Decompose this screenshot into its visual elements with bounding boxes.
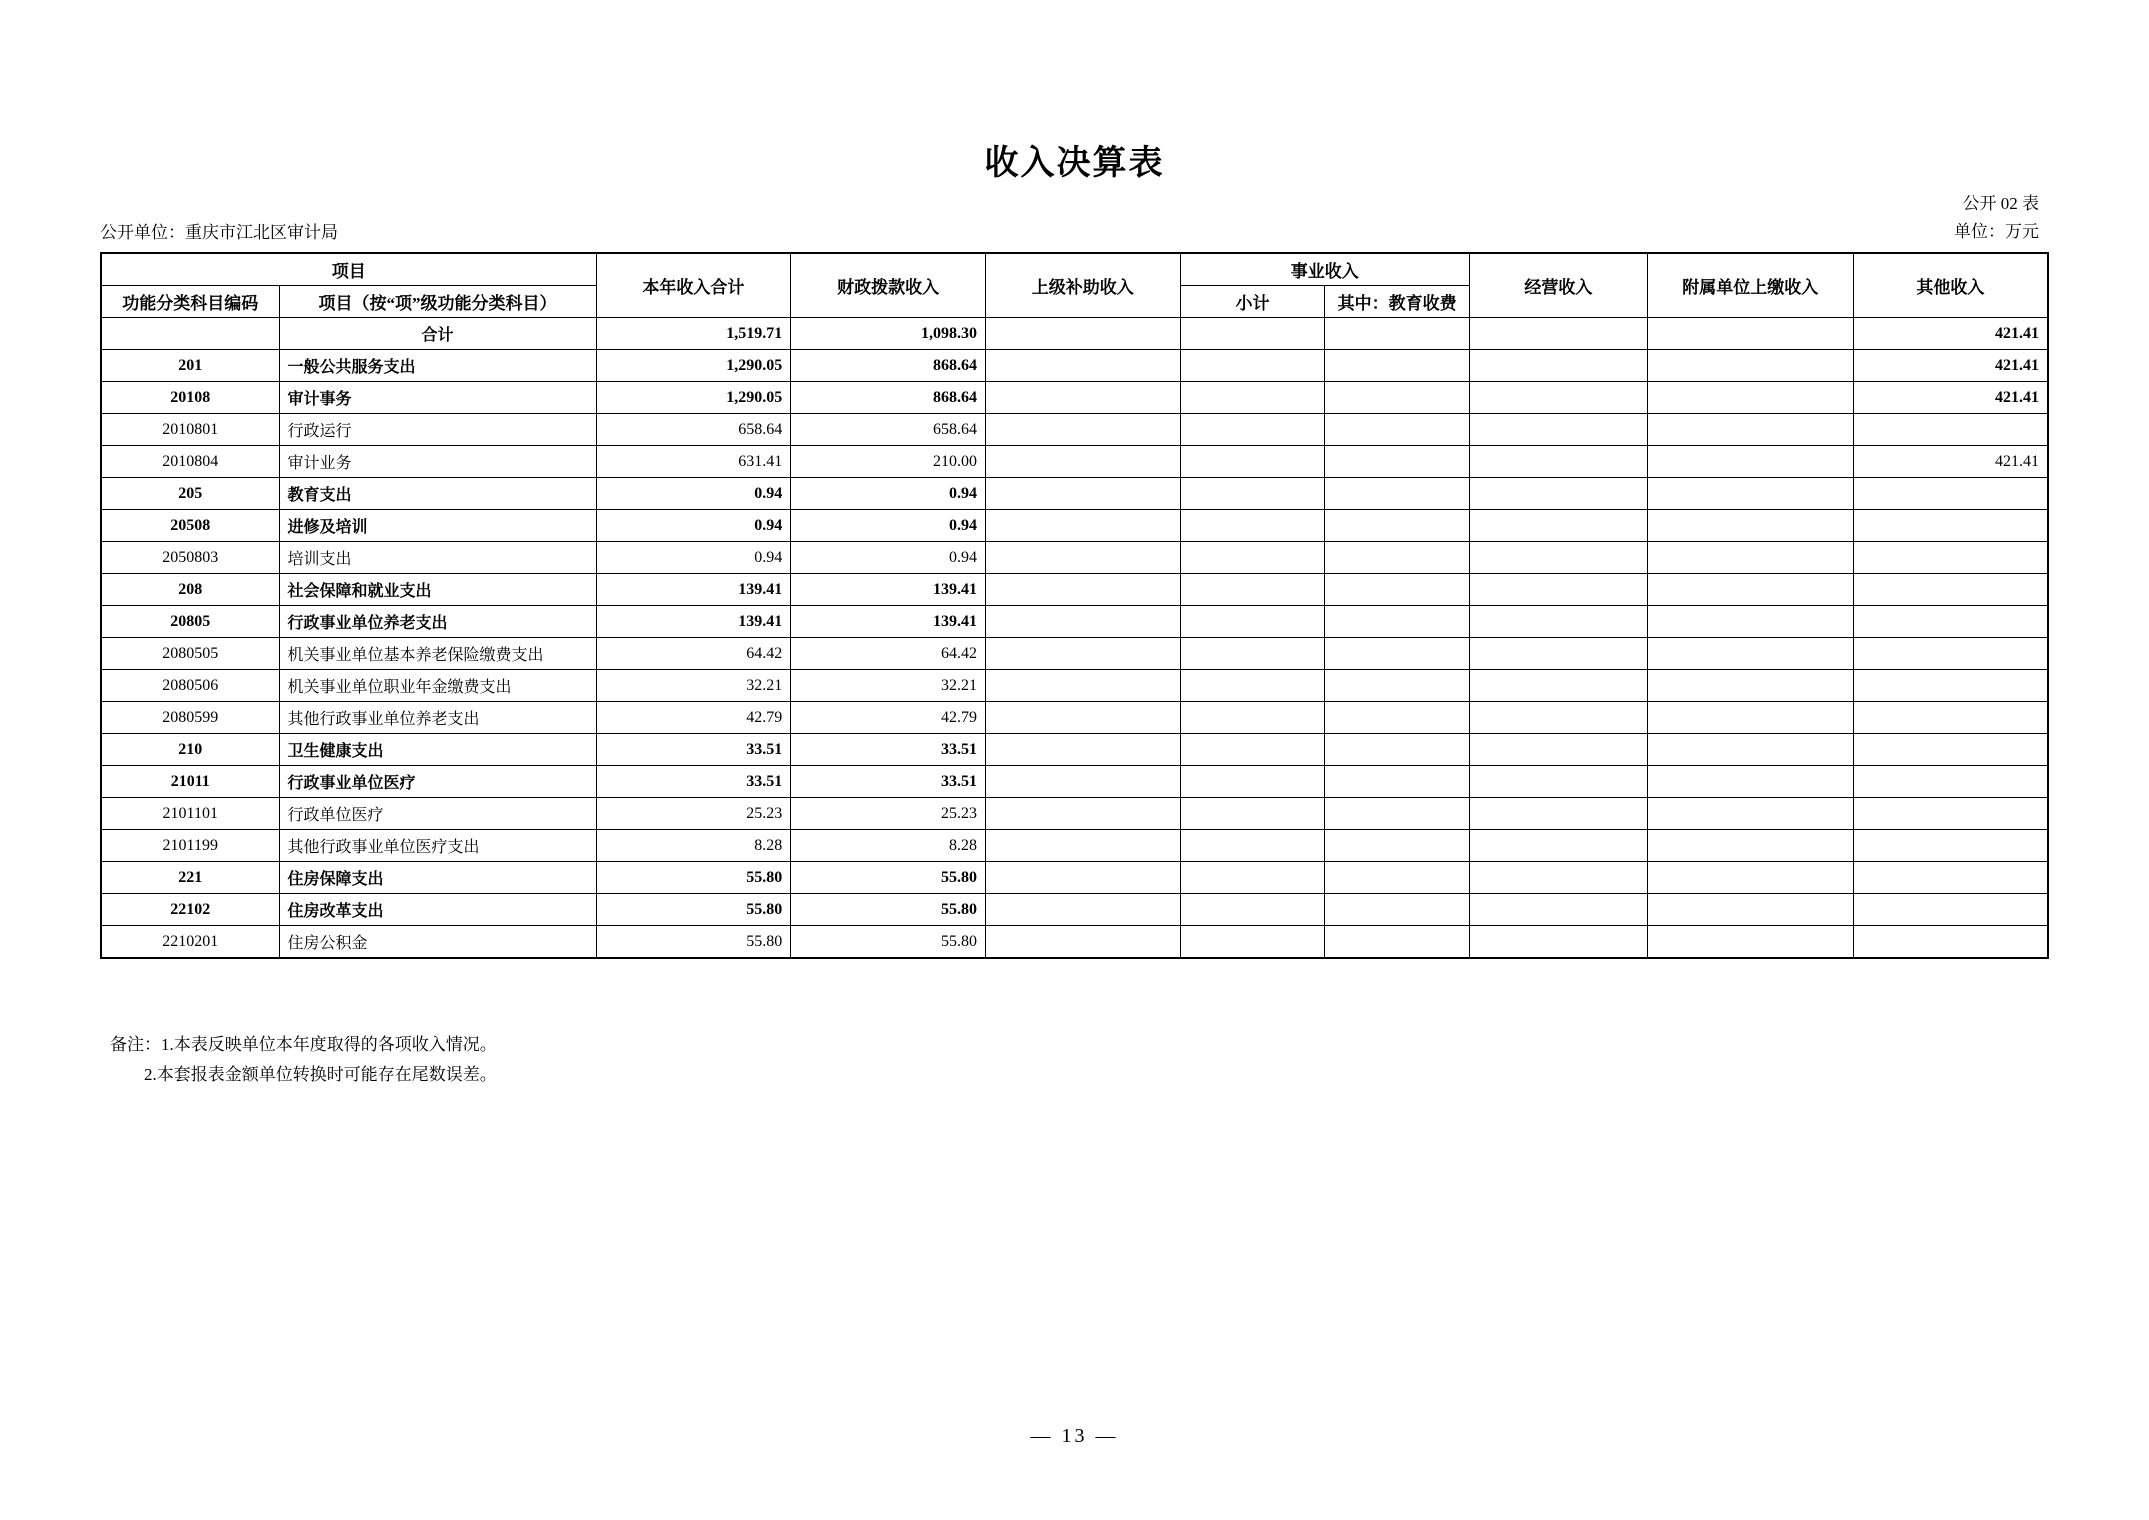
table-header <box>101 253 2048 318</box>
cell-item-name: 行政单位医疗 <box>279 798 596 830</box>
cell-business-subtotal <box>1180 446 1325 478</box>
cell-code: 221 <box>101 862 279 894</box>
cell-item-name: 审计业务 <box>279 446 596 478</box>
cell-superior <box>985 862 1180 894</box>
cell-other <box>1853 542 2048 574</box>
note-line-2: 2.本套报表金额单位转换时可能存在尾数误差。 <box>144 1065 497 1084</box>
cell-superior <box>985 926 1180 959</box>
table-row <box>101 510 2048 542</box>
cell-code: 201 <box>101 350 279 382</box>
cell-business-education <box>1325 574 1470 606</box>
cell-business-subtotal <box>1180 606 1325 638</box>
cell-fiscal: 8.28 <box>791 830 986 862</box>
cell-code: 22102 <box>101 894 279 926</box>
cell-operating <box>1469 702 1647 734</box>
header-year-total: 本年收入合计 <box>596 253 791 318</box>
cell-year-total: 64.42 <box>596 638 791 670</box>
header-superior-subsidy: 上级补助收入 <box>985 253 1180 318</box>
cell-item-name: 审计事务 <box>279 382 596 414</box>
unit-label: 单位：万元 <box>1954 222 2039 241</box>
cell-year-total: 8.28 <box>596 830 791 862</box>
cell-year-total: 1,290.05 <box>596 350 791 382</box>
cell-operating <box>1469 478 1647 510</box>
table-row <box>101 414 2048 446</box>
cell-business-education <box>1325 510 1470 542</box>
cell-operating <box>1469 926 1647 959</box>
cell-item-name: 教育支出 <box>279 478 596 510</box>
cell-fiscal: 1,098.30 <box>791 318 986 350</box>
table-row <box>101 894 2048 926</box>
header-business-subtotal: 小计 <box>1180 286 1325 318</box>
table-notes <box>110 1030 497 1090</box>
cell-business-education <box>1325 638 1470 670</box>
cell-fiscal: 42.79 <box>791 702 986 734</box>
note-line-1: 备注：1.本表反映单位本年度取得的各项收入情况。 <box>110 1035 497 1054</box>
cell-item-name: 行政事业单位医疗 <box>279 766 596 798</box>
cell-year-total: 0.94 <box>596 510 791 542</box>
cell-code: 2080506 <box>101 670 279 702</box>
cell-year-total: 55.80 <box>596 926 791 959</box>
cell-code: 2080505 <box>101 638 279 670</box>
cell-business-education <box>1325 414 1470 446</box>
cell-other: 421.41 <box>1853 350 2048 382</box>
cell-item-name: 机关事业单位基本养老保险缴费支出 <box>279 638 596 670</box>
cell-affiliated <box>1647 606 1853 638</box>
table-row <box>101 478 2048 510</box>
cell-year-total: 139.41 <box>596 606 791 638</box>
cell-operating <box>1469 510 1647 542</box>
cell-superior <box>985 766 1180 798</box>
cell-business-subtotal <box>1180 638 1325 670</box>
cell-fiscal: 33.51 <box>791 734 986 766</box>
cell-affiliated <box>1647 702 1853 734</box>
cell-superior <box>985 638 1180 670</box>
page-title: 收入决算表 <box>984 145 1165 182</box>
cell-operating <box>1469 574 1647 606</box>
cell-affiliated <box>1647 318 1853 350</box>
table-row <box>101 638 2048 670</box>
cell-business-subtotal <box>1180 766 1325 798</box>
cell-business-education <box>1325 894 1470 926</box>
cell-code: 2101101 <box>101 798 279 830</box>
cell-fiscal: 868.64 <box>791 350 986 382</box>
cell-business-subtotal <box>1180 894 1325 926</box>
cell-affiliated <box>1647 382 1853 414</box>
cell-superior <box>985 670 1180 702</box>
cell-year-total: 42.79 <box>596 702 791 734</box>
cell-fiscal: 868.64 <box>791 382 986 414</box>
header-affiliated-payment: 附属单位上缴收入 <box>1647 253 1853 318</box>
cell-affiliated <box>1647 542 1853 574</box>
cell-other <box>1853 798 2048 830</box>
cell-other <box>1853 926 2048 959</box>
cell-year-total: 0.94 <box>596 542 791 574</box>
table-row <box>101 702 2048 734</box>
cell-item-name: 卫生健康支出 <box>279 734 596 766</box>
cell-other <box>1853 414 2048 446</box>
cell-affiliated <box>1647 510 1853 542</box>
cell-affiliated <box>1647 894 1853 926</box>
cell-other <box>1853 574 2048 606</box>
cell-item-name: 其他行政事业单位养老支出 <box>279 702 596 734</box>
cell-business-education <box>1325 542 1470 574</box>
cell-business-education <box>1325 702 1470 734</box>
cell-fiscal: 55.80 <box>791 926 986 959</box>
cell-year-total: 0.94 <box>596 478 791 510</box>
cell-code: 21011 <box>101 766 279 798</box>
cell-code: 210 <box>101 734 279 766</box>
cell-superior <box>985 830 1180 862</box>
cell-superior <box>985 510 1180 542</box>
cell-operating <box>1469 414 1647 446</box>
cell-fiscal: 0.94 <box>791 542 986 574</box>
cell-business-subtotal <box>1180 478 1325 510</box>
cell-item-name: 机关事业单位职业年金缴费支出 <box>279 670 596 702</box>
form-label: 公开 02 表 <box>1962 194 2039 213</box>
cell-fiscal: 33.51 <box>791 766 986 798</box>
cell-operating <box>1469 894 1647 926</box>
cell-business-education <box>1325 830 1470 862</box>
cell-year-total: 1,290.05 <box>596 382 791 414</box>
cell-operating <box>1469 734 1647 766</box>
cell-code: 2210201 <box>101 926 279 959</box>
cell-code: 20108 <box>101 382 279 414</box>
cell-affiliated <box>1647 350 1853 382</box>
cell-other <box>1853 478 2048 510</box>
cell-item-name: 住房改革支出 <box>279 894 596 926</box>
cell-superior <box>985 414 1180 446</box>
cell-superior <box>985 478 1180 510</box>
cell-other <box>1853 830 2048 862</box>
cell-superior <box>985 798 1180 830</box>
cell-business-subtotal <box>1180 382 1325 414</box>
cell-superior <box>985 318 1180 350</box>
cell-year-total: 55.80 <box>596 894 791 926</box>
cell-business-subtotal <box>1180 734 1325 766</box>
page-number: — 13 — <box>1030 1425 1119 1447</box>
cell-year-total: 33.51 <box>596 734 791 766</box>
cell-affiliated <box>1647 574 1853 606</box>
cell-operating <box>1469 350 1647 382</box>
cell-other: 421.41 <box>1853 318 2048 350</box>
cell-item-name: 进修及培训 <box>279 510 596 542</box>
cell-affiliated <box>1647 670 1853 702</box>
cell-business-education <box>1325 350 1470 382</box>
cell-code: 20508 <box>101 510 279 542</box>
cell-fiscal: 139.41 <box>791 574 986 606</box>
cell-year-total: 33.51 <box>596 766 791 798</box>
cell-superior <box>985 574 1180 606</box>
cell-operating <box>1469 798 1647 830</box>
cell-fiscal: 210.00 <box>791 446 986 478</box>
cell-code: 2010801 <box>101 414 279 446</box>
table-row <box>101 446 2048 478</box>
cell-affiliated <box>1647 862 1853 894</box>
cell-other <box>1853 862 2048 894</box>
table-row <box>101 542 2048 574</box>
cell-business-education <box>1325 382 1470 414</box>
cell-business-education <box>1325 926 1470 959</box>
cell-business-subtotal <box>1180 350 1325 382</box>
cell-item-name: 住房保障支出 <box>279 862 596 894</box>
table-row <box>101 318 2048 350</box>
header-other-income: 其他收入 <box>1853 253 2048 318</box>
cell-affiliated <box>1647 414 1853 446</box>
cell-year-total: 631.41 <box>596 446 791 478</box>
cell-superior <box>985 606 1180 638</box>
cell-operating <box>1469 382 1647 414</box>
cell-fiscal: 25.23 <box>791 798 986 830</box>
cell-code: 208 <box>101 574 279 606</box>
cell-affiliated <box>1647 926 1853 959</box>
table-row <box>101 798 2048 830</box>
table-row <box>101 766 2048 798</box>
cell-year-total: 55.80 <box>596 862 791 894</box>
cell-fiscal: 0.94 <box>791 510 986 542</box>
cell-fiscal: 64.42 <box>791 638 986 670</box>
cell-business-subtotal <box>1180 542 1325 574</box>
cell-business-subtotal <box>1180 414 1325 446</box>
cell-business-subtotal <box>1180 862 1325 894</box>
cell-code: 205 <box>101 478 279 510</box>
cell-other <box>1853 766 2048 798</box>
cell-year-total: 139.41 <box>596 574 791 606</box>
cell-superior <box>985 382 1180 414</box>
cell-other: 421.41 <box>1853 446 2048 478</box>
cell-superior <box>985 894 1180 926</box>
cell-fiscal: 32.21 <box>791 670 986 702</box>
cell-item-name: 培训支出 <box>279 542 596 574</box>
cell-business-education <box>1325 478 1470 510</box>
cell-code: 2080599 <box>101 702 279 734</box>
cell-code: 20805 <box>101 606 279 638</box>
table-row <box>101 670 2048 702</box>
publisher-label: 公开单位：重庆市江北区审计局 <box>100 223 338 242</box>
cell-business-education <box>1325 670 1470 702</box>
cell-year-total: 1,519.71 <box>596 318 791 350</box>
cell-operating <box>1469 862 1647 894</box>
cell-code: 2101199 <box>101 830 279 862</box>
cell-business-subtotal <box>1180 670 1325 702</box>
cell-fiscal: 55.80 <box>791 894 986 926</box>
cell-business-subtotal <box>1180 926 1325 959</box>
cell-operating <box>1469 670 1647 702</box>
header-code-col: 功能分类科目编码 <box>101 286 279 318</box>
cell-affiliated <box>1647 638 1853 670</box>
table-row <box>101 926 2048 959</box>
header-business-education: 其中：教育收费 <box>1325 286 1470 318</box>
cell-fiscal: 55.80 <box>791 862 986 894</box>
cell-affiliated <box>1647 734 1853 766</box>
cell-fiscal: 139.41 <box>791 606 986 638</box>
cell-business-education <box>1325 606 1470 638</box>
table-row <box>101 574 2048 606</box>
cell-other: 421.41 <box>1853 382 2048 414</box>
table-row <box>101 734 2048 766</box>
cell-business-education <box>1325 734 1470 766</box>
cell-year-total: 658.64 <box>596 414 791 446</box>
cell-other <box>1853 734 2048 766</box>
cell-year-total: 25.23 <box>596 798 791 830</box>
cell-item-name: 住房公积金 <box>279 926 596 959</box>
cell-item-name: 行政事业单位养老支出 <box>279 606 596 638</box>
header-item-group: 项目 <box>101 253 596 286</box>
cell-business-subtotal <box>1180 318 1325 350</box>
cell-business-subtotal <box>1180 702 1325 734</box>
form-meta <box>1954 190 2039 246</box>
table-row <box>101 830 2048 862</box>
table-row <box>101 350 2048 382</box>
cell-code: 2050803 <box>101 542 279 574</box>
cell-business-education <box>1325 766 1470 798</box>
cell-business-subtotal <box>1180 574 1325 606</box>
cell-affiliated <box>1647 830 1853 862</box>
cell-operating <box>1469 318 1647 350</box>
cell-affiliated <box>1647 798 1853 830</box>
cell-item-name: 其他行政事业单位医疗支出 <box>279 830 596 862</box>
cell-item-name: 一般公共服务支出 <box>279 350 596 382</box>
cell-item-name: 合计 <box>279 318 596 350</box>
cell-affiliated <box>1647 478 1853 510</box>
cell-superior <box>985 446 1180 478</box>
table-row <box>101 382 2048 414</box>
header-name-col: 项目（按“项”级功能分类科目） <box>279 286 596 318</box>
table-row <box>101 862 2048 894</box>
cell-business-education <box>1325 318 1470 350</box>
cell-business-education <box>1325 862 1470 894</box>
cell-operating <box>1469 766 1647 798</box>
cell-item-name: 社会保障和就业支出 <box>279 574 596 606</box>
income-final-accounts-table <box>100 252 2049 959</box>
cell-business-subtotal <box>1180 830 1325 862</box>
cell-business-subtotal <box>1180 798 1325 830</box>
cell-operating <box>1469 542 1647 574</box>
header-fiscal-appropriation: 财政拨款收入 <box>791 253 986 318</box>
header-operating-income: 经营收入 <box>1469 253 1647 318</box>
header-business-income-group: 事业收入 <box>1180 253 1469 286</box>
cell-business-subtotal <box>1180 510 1325 542</box>
cell-business-education <box>1325 798 1470 830</box>
cell-superior <box>985 350 1180 382</box>
cell-superior <box>985 734 1180 766</box>
cell-code: 2010804 <box>101 446 279 478</box>
table-body <box>101 318 2048 959</box>
cell-year-total: 32.21 <box>596 670 791 702</box>
cell-superior <box>985 702 1180 734</box>
cell-fiscal: 658.64 <box>791 414 986 446</box>
table-row <box>101 606 2048 638</box>
cell-item-name: 行政运行 <box>279 414 596 446</box>
cell-other <box>1853 606 2048 638</box>
cell-other <box>1853 702 2048 734</box>
cell-other <box>1853 510 2048 542</box>
cell-operating <box>1469 446 1647 478</box>
cell-code <box>101 318 279 350</box>
cell-other <box>1853 894 2048 926</box>
cell-business-education <box>1325 446 1470 478</box>
cell-fiscal: 0.94 <box>791 478 986 510</box>
cell-affiliated <box>1647 446 1853 478</box>
cell-other <box>1853 670 2048 702</box>
cell-operating <box>1469 830 1647 862</box>
cell-superior <box>985 542 1180 574</box>
cell-operating <box>1469 606 1647 638</box>
cell-operating <box>1469 638 1647 670</box>
cell-other <box>1853 638 2048 670</box>
header-row-1 <box>101 253 2048 286</box>
cell-affiliated <box>1647 766 1853 798</box>
